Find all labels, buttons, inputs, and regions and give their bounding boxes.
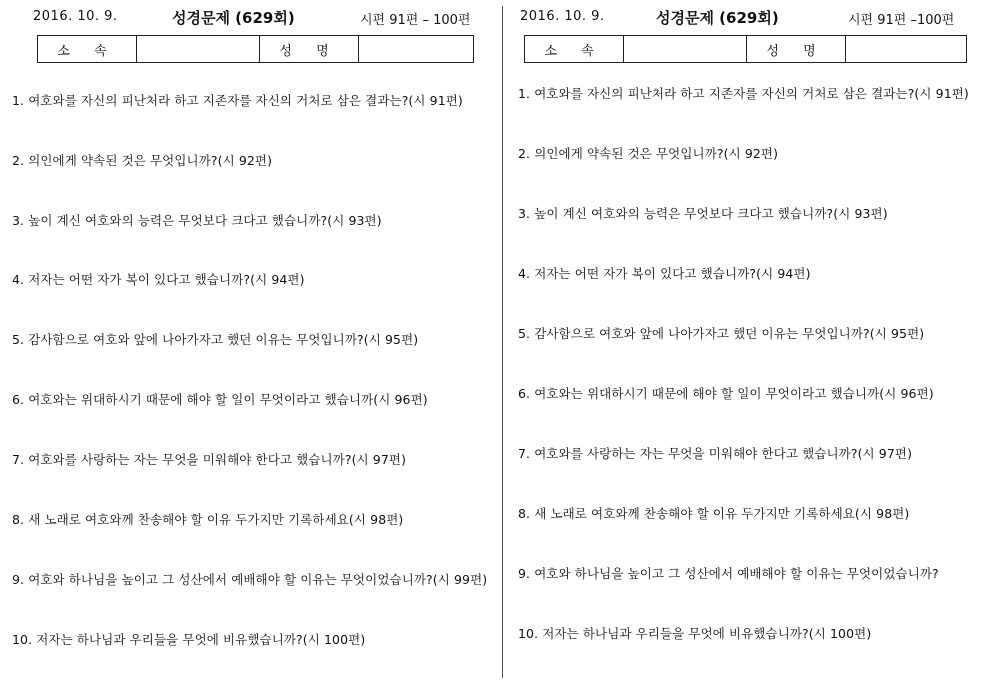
student-info-table	[524, 35, 967, 63]
question-8: 8. 새 노래로 여호와께 찬송해야 할 이유 두가지만 기록하세요(시 98편)	[518, 506, 910, 521]
question-4: 4. 저자는 어떤 자가 복이 있다고 했습니까?(시 94편)	[12, 272, 305, 287]
quiz-range: 시편 91편 – 100편	[360, 13, 471, 28]
sheet-header	[505, 7, 1000, 27]
question-10: 10. 저자는 하나님과 우리들을 무엇에 비유했습니까?(시 100편)	[12, 632, 366, 647]
name-field[interactable]	[846, 36, 967, 63]
question-7: 7. 여호와를 사랑하는 자는 무엇을 미워해야 한다고 했습니까?(시 97편)	[518, 446, 913, 461]
affiliation-field[interactable]	[624, 36, 747, 63]
affiliation-field[interactable]	[137, 36, 260, 63]
student-info-table	[37, 35, 474, 63]
question-8: 8. 새 노래로 여호와께 찬송해야 할 이유 두가지만 기록하세요(시 98편)	[12, 512, 404, 527]
name-field[interactable]	[359, 36, 474, 63]
question-6: 6. 여호와는 위대하시기 때문에 해야 할 일이 무엇이라고 했습니까(시 96편)	[518, 386, 934, 401]
page-divider	[502, 6, 503, 678]
question-3: 3. 높이 계신 여호와의 능력은 무엇보다 크다고 했습니까?(시 93편)	[518, 206, 888, 221]
question-9: 9. 여호와 하나님을 높이고 그 성산에서 예배해야 할 이유는 무엇이었습니까?	[518, 566, 939, 581]
affiliation-label: 소 속	[38, 36, 137, 63]
question-5: 5. 감사함으로 여호와 앞에 나아가자고 했던 이유는 무엇입니까?(시 95편)	[518, 326, 925, 341]
question-3: 3. 높이 계신 여호와의 능력은 무엇보다 크다고 했습니까?(시 93편)	[12, 213, 382, 228]
right-quiz-sheet	[505, 0, 1000, 683]
quiz-range: 시편 91편 –100편	[848, 13, 955, 28]
quiz-title: 성경문제 (629회)	[172, 9, 295, 27]
question-2: 2. 의인에게 약속된 것은 무엇입니까?(시 92편)	[12, 153, 273, 168]
quiz-date: 2016. 10. 9.	[520, 9, 605, 24]
quiz-date: 2016. 10. 9.	[33, 9, 118, 24]
name-label: 성 명	[260, 36, 359, 63]
question-1: 1. 여호와를 자신의 피난처라 하고 지존자를 자신의 거처로 삼은 결과는?(시 91편)	[518, 86, 969, 101]
name-label: 성 명	[747, 36, 846, 63]
question-9: 9. 여호와 하나님을 높이고 그 성산에서 예배해야 할 이유는 무엇이었습니까?(시 99편)	[12, 572, 488, 587]
question-1: 1. 여호와를 자신의 피난처라 하고 지존자를 자신의 거처로 삼은 결과는?(시 91편)	[12, 93, 463, 108]
question-6: 6. 여호와는 위대하시기 때문에 해야 할 일이 무엇이라고 했습니까(시 96편)	[12, 392, 428, 407]
quiz-title: 성경문제 (629회)	[656, 9, 779, 27]
sheet-header	[0, 7, 500, 27]
question-2: 2. 의인에게 약속된 것은 무엇입니까?(시 92편)	[518, 146, 779, 161]
affiliation-label: 소 속	[525, 36, 624, 63]
question-5: 5. 감사함으로 여호와 앞에 나아가자고 했던 이유는 무엇입니까?(시 95편)	[12, 332, 419, 347]
question-4: 4. 저자는 어떤 자가 복이 있다고 했습니까?(시 94편)	[518, 266, 811, 281]
question-7: 7. 여호와를 사랑하는 자는 무엇을 미워해야 한다고 했습니까?(시 97편)	[12, 452, 407, 467]
question-10: 10. 저자는 하나님과 우리들을 무엇에 비유했습니까?(시 100편)	[518, 626, 872, 641]
